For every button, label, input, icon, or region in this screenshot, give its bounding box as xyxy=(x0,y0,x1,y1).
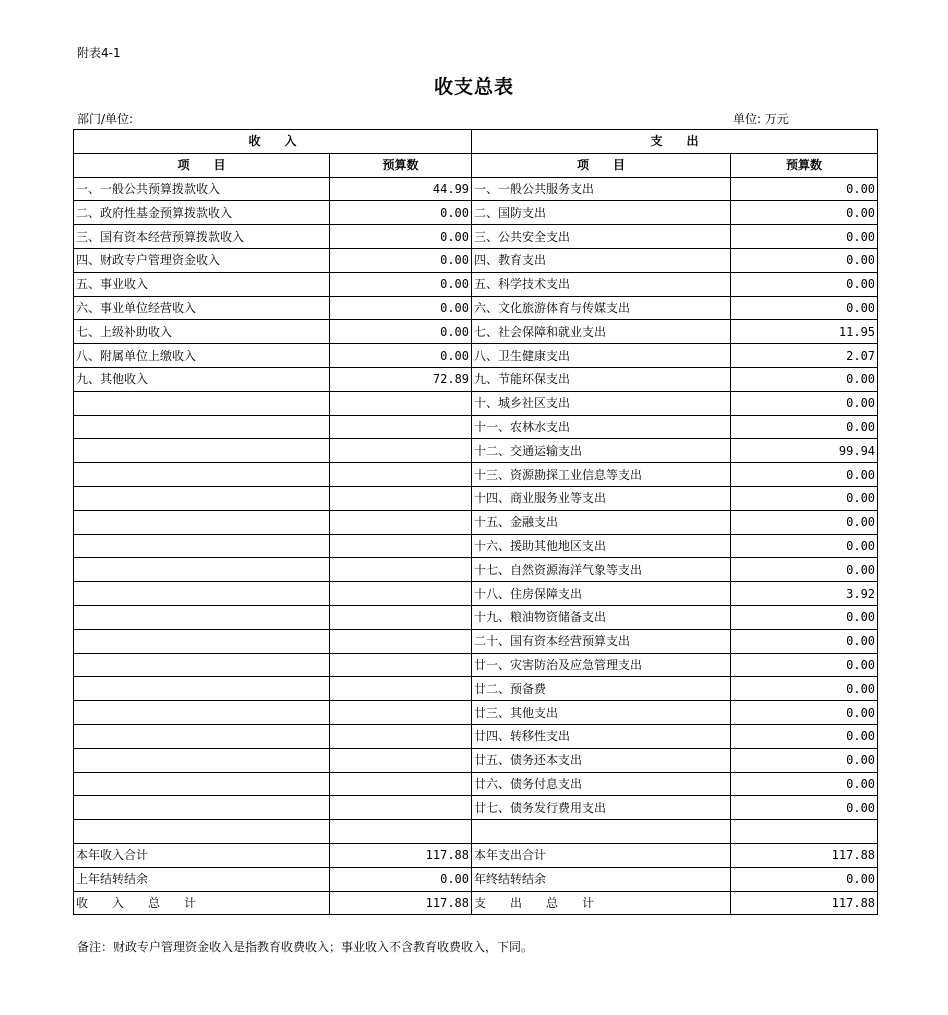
income-item-cell xyxy=(74,653,330,677)
table-row xyxy=(74,177,878,201)
table-row xyxy=(74,605,878,629)
expense-budget-cell: 0.00 xyxy=(731,225,878,249)
income-item-cell xyxy=(74,510,330,534)
expense-budget-cell: 0.00 xyxy=(731,748,878,772)
expense-budget-cell: 0.00 xyxy=(731,272,878,296)
expense-budget-cell: 0.00 xyxy=(731,558,878,582)
income-budget-cell xyxy=(330,629,472,653)
expense-item-cell: 二、国防支出 xyxy=(472,201,731,225)
expense-budget-cell: 0.00 xyxy=(731,701,878,725)
table-row xyxy=(74,724,878,748)
income-budget-cell xyxy=(330,582,472,606)
table-row xyxy=(74,558,878,582)
table-row xyxy=(74,748,878,772)
empty-cell xyxy=(330,820,472,844)
page-title: 收支总表 xyxy=(433,76,514,98)
income-item-cell xyxy=(74,463,330,487)
income-budget-cell: 0.00 xyxy=(330,272,472,296)
income-expense-table xyxy=(73,129,878,915)
table-row xyxy=(74,439,878,463)
footnote: 备注：财政专户管理资金收入是指教育收费收入；事业收入不含教育收费收入，下同。 xyxy=(77,940,534,954)
income-budget-cell xyxy=(330,415,472,439)
empty-cell xyxy=(731,820,878,844)
header-row-columns xyxy=(74,153,878,177)
income-item-cell xyxy=(74,439,330,463)
expense-budget-cell: 0.00 xyxy=(731,367,878,391)
total-row xyxy=(74,891,878,915)
table-row xyxy=(74,510,878,534)
expense-item-cell: 十三、资源勘探工业信息等支出 xyxy=(472,463,731,487)
expense-total-value: 117.88 xyxy=(731,891,878,915)
expense-item-cell: 廿三、其他支出 xyxy=(472,701,731,725)
income-budget-cell xyxy=(330,748,472,772)
expense-item-cell: 十七、自然资源海洋气象等支出 xyxy=(472,558,731,582)
expense-item-cell: 一、一般公共服务支出 xyxy=(472,177,731,201)
table-row xyxy=(74,272,878,296)
income-item-cell xyxy=(74,701,330,725)
expense-item-cell: 廿七、债务发行费用支出 xyxy=(472,796,731,820)
expense-total-label: 支 出 总 计 xyxy=(472,891,731,915)
income-budget-cell: 0.00 xyxy=(330,225,472,249)
expense-budget-cell: 0.00 xyxy=(731,796,878,820)
income-budget-cell: 0.00 xyxy=(330,344,472,368)
expense-budget-cell: 2.07 xyxy=(731,344,878,368)
table-row xyxy=(74,534,878,558)
expense-budget-cell: 0.00 xyxy=(731,772,878,796)
department-label: 部门/单位: xyxy=(77,112,134,126)
income-budget-cell xyxy=(330,724,472,748)
blank-row xyxy=(74,820,878,844)
expense-item-cell: 廿六、债务付息支出 xyxy=(472,772,731,796)
income-item-cell: 一、一般公共预算拨款收入 xyxy=(74,177,330,201)
income-budget-cell: 0.00 xyxy=(330,320,472,344)
income-budget-cell xyxy=(330,534,472,558)
expense-item-cell: 五、科学技术支出 xyxy=(472,272,731,296)
income-item-cell: 八、附属单位上缴收入 xyxy=(74,344,330,368)
income-budget-cell xyxy=(330,796,472,820)
table-row xyxy=(74,653,878,677)
expense-budget-cell: 11.95 xyxy=(731,320,878,344)
income-item-cell xyxy=(74,677,330,701)
income-item-cell: 六、事业单位经营收入 xyxy=(74,296,330,320)
expense-budget-cell: 0.00 xyxy=(731,629,878,653)
expense-item-cell: 九、节能环保支出 xyxy=(472,367,731,391)
income-budget-cell xyxy=(330,605,472,629)
expense-item-cell: 十九、粮油物资储备支出 xyxy=(472,605,731,629)
income-item-cell: 九、其他收入 xyxy=(74,367,330,391)
expense-budget-cell: 0.00 xyxy=(731,605,878,629)
expense-budget-cell: 0.00 xyxy=(731,248,878,272)
table-row xyxy=(74,248,878,272)
expense-budget-cell: 0.00 xyxy=(731,486,878,510)
expense-budget-cell: 0.00 xyxy=(731,653,878,677)
income-item-cell xyxy=(74,629,330,653)
income-item-cell: 五、事业收入 xyxy=(74,272,330,296)
income-item-cell xyxy=(74,772,330,796)
expense-budget-cell: 0.00 xyxy=(731,534,878,558)
income-budget-cell xyxy=(330,463,472,487)
income-item-cell: 四、财政专户管理资金收入 xyxy=(74,248,330,272)
expense-item-cell: 十一、农林水支出 xyxy=(472,415,731,439)
income-budget-cell: 0.00 xyxy=(330,296,472,320)
income-budget-cell xyxy=(330,439,472,463)
income-budget-cell xyxy=(330,677,472,701)
table-row xyxy=(74,629,878,653)
expense-budget-cell: 0.00 xyxy=(731,391,878,415)
expense-budget-cell: 0.00 xyxy=(731,463,878,487)
expense-budget-cell: 0.00 xyxy=(731,296,878,320)
expense-budget-cell: 3.92 xyxy=(731,582,878,606)
income-budget-cell xyxy=(330,701,472,725)
empty-cell xyxy=(472,820,731,844)
income-item-cell: 二、政府性基金预算拨款收入 xyxy=(74,201,330,225)
expense-item-header: 项 目 xyxy=(472,153,731,177)
expense-item-cell: 十、城乡社区支出 xyxy=(472,391,731,415)
table-row xyxy=(74,391,878,415)
expense-item-cell: 十二、交通运输支出 xyxy=(472,439,731,463)
income-budget-cell: 72.89 xyxy=(330,367,472,391)
income-total-label: 上年结转结余 xyxy=(74,867,330,891)
expense-item-cell: 十五、金融支出 xyxy=(472,510,731,534)
income-budget-cell xyxy=(330,391,472,415)
income-budget-header: 预算数 xyxy=(330,153,472,177)
income-item-header: 项 目 xyxy=(74,153,330,177)
expense-item-cell: 廿一、灾害防治及应急管理支出 xyxy=(472,653,731,677)
table-row xyxy=(74,486,878,510)
income-item-cell xyxy=(74,391,330,415)
income-budget-cell xyxy=(330,772,472,796)
table-row xyxy=(74,415,878,439)
income-budget-cell xyxy=(330,486,472,510)
expense-item-cell: 八、卫生健康支出 xyxy=(472,344,731,368)
income-item-cell xyxy=(74,582,330,606)
expense-total-label: 本年支出合计 xyxy=(472,843,731,867)
expense-budget-cell: 0.00 xyxy=(731,677,878,701)
income-budget-cell: 44.99 xyxy=(330,177,472,201)
expense-item-cell: 六、文化旅游体育与传媒支出 xyxy=(472,296,731,320)
income-total-label: 本年收入合计 xyxy=(74,843,330,867)
income-header: 收 入 xyxy=(74,130,472,154)
table-row xyxy=(74,201,878,225)
table-row xyxy=(74,344,878,368)
total-row xyxy=(74,843,878,867)
table-row xyxy=(74,296,878,320)
table-row xyxy=(74,796,878,820)
expense-header: 支 出 xyxy=(472,130,878,154)
income-budget-cell: 0.00 xyxy=(330,201,472,225)
expense-item-cell: 廿四、转移性支出 xyxy=(472,724,731,748)
expense-budget-cell: 0.00 xyxy=(731,724,878,748)
table-row xyxy=(74,225,878,249)
income-item-cell xyxy=(74,796,330,820)
empty-cell xyxy=(74,820,330,844)
expense-item-cell: 十八、住房保障支出 xyxy=(472,582,731,606)
income-budget-cell xyxy=(330,510,472,534)
income-item-cell: 七、上级补助收入 xyxy=(74,320,330,344)
income-budget-cell xyxy=(330,653,472,677)
table-row xyxy=(74,463,878,487)
header-row-sections xyxy=(74,130,878,154)
table-row xyxy=(74,677,878,701)
income-total-value: 117.88 xyxy=(330,891,472,915)
expense-item-cell: 七、社会保障和就业支出 xyxy=(472,320,731,344)
expense-item-cell: 十六、援助其他地区支出 xyxy=(472,534,731,558)
income-item-cell xyxy=(74,486,330,510)
expense-total-value: 117.88 xyxy=(731,843,878,867)
expense-budget-cell: 0.00 xyxy=(731,201,878,225)
income-budget-cell xyxy=(330,558,472,582)
income-total-value: 0.00 xyxy=(330,867,472,891)
total-row xyxy=(74,867,878,891)
expense-item-cell: 廿五、债务还本支出 xyxy=(472,748,731,772)
unit-label: 单位: 万元 xyxy=(733,112,789,126)
expense-item-cell: 廿二、预备费 xyxy=(472,677,731,701)
income-total-value: 117.88 xyxy=(330,843,472,867)
income-item-cell: 三、国有资本经营预算拨款收入 xyxy=(74,225,330,249)
table-row xyxy=(74,320,878,344)
table-row xyxy=(74,367,878,391)
table-row xyxy=(74,772,878,796)
expense-budget-cell: 0.00 xyxy=(731,510,878,534)
income-item-cell xyxy=(74,748,330,772)
table-row xyxy=(74,582,878,606)
income-total-label: 收 入 总 计 xyxy=(74,891,330,915)
expense-budget-header: 预算数 xyxy=(731,153,878,177)
annex-label: 附表4-1 xyxy=(77,46,121,60)
expense-item-cell: 二十、国有资本经营预算支出 xyxy=(472,629,731,653)
income-budget-cell: 0.00 xyxy=(330,248,472,272)
expense-item-cell: 十四、商业服务业等支出 xyxy=(472,486,731,510)
expense-item-cell: 四、教育支出 xyxy=(472,248,731,272)
table-row xyxy=(74,701,878,725)
income-item-cell xyxy=(74,558,330,582)
expense-total-value: 0.00 xyxy=(731,867,878,891)
income-item-cell xyxy=(74,415,330,439)
expense-budget-cell: 99.94 xyxy=(731,439,878,463)
expense-budget-cell: 0.00 xyxy=(731,415,878,439)
income-item-cell xyxy=(74,534,330,558)
expense-budget-cell: 0.00 xyxy=(731,177,878,201)
expense-item-cell: 三、公共安全支出 xyxy=(472,225,731,249)
income-item-cell xyxy=(74,724,330,748)
expense-total-label: 年终结转结余 xyxy=(472,867,731,891)
income-item-cell xyxy=(74,605,330,629)
